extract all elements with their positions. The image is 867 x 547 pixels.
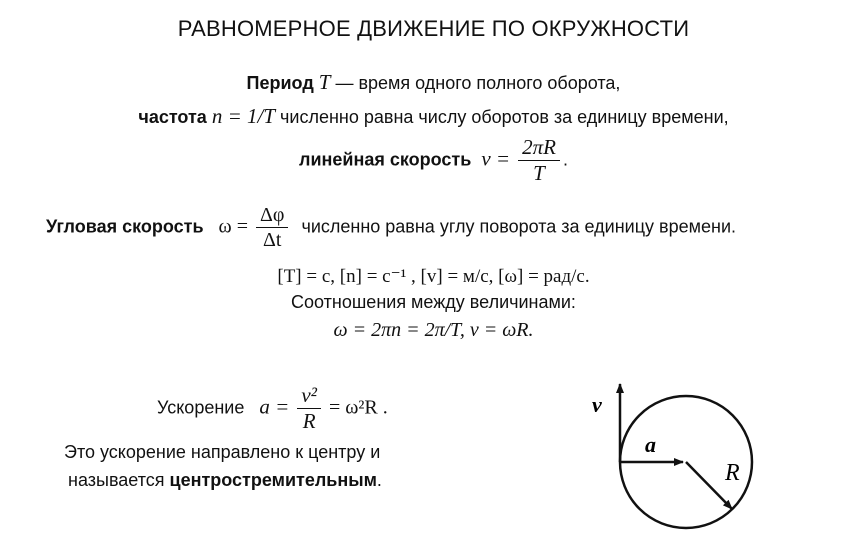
acceleration-denominator: R — [302, 409, 316, 434]
note-end: . — [376, 470, 382, 490]
frequency-text: численно равна числу оборотов за единицу времени, — [280, 107, 729, 127]
note-prefix: называется — [68, 470, 165, 490]
angular-speed-term: Угловая скорость — [46, 216, 204, 237]
linear-speed-numerator: 2πR — [518, 136, 560, 161]
period-symbol: T — [318, 70, 331, 94]
radius-label: R — [725, 460, 740, 486]
note-bold-term: центростремительным — [169, 470, 377, 490]
frequency-formula: n = 1/T — [211, 104, 276, 128]
period-term: Период — [246, 73, 314, 93]
linear-speed-denominator: T — [533, 161, 545, 186]
linear-speed-end: . — [562, 149, 568, 170]
angular-speed-lhs: ω = — [218, 215, 248, 238]
acceleration-numerator: v² — [297, 384, 321, 409]
velocity-label: v⃗ — [592, 392, 619, 417]
acceleration-lhs: a = — [259, 394, 290, 419]
linear-speed-term: линейная скорость — [299, 149, 472, 170]
period-text: — время одного полного оборота, — [335, 73, 621, 93]
relations-heading: Соотношения между величинами: — [291, 292, 576, 312]
angular-speed-numerator: Δφ — [256, 204, 288, 228]
angular-speed-denominator: Δt — [263, 229, 282, 251]
page-title: РАВНОМЕРНОЕ ДВИЖЕНИЕ ПО ОКРУЖНОСТИ — [177, 16, 690, 41]
units-line: [T] = с, [n] = с⁻¹ , [v] = м/с, [ω] = рад/с. — [277, 266, 590, 287]
acceleration-label: a⃗ — [645, 432, 674, 457]
linear-speed-lhs: v = — [481, 146, 511, 171]
acceleration-label: Ускорение — [157, 397, 245, 418]
angular-speed-text: численно равна углу поворота за единицу времени. — [301, 216, 737, 237]
relations-formula: ω = 2πn = 2π/T, v = ωR. — [333, 319, 534, 341]
frequency-term: частота — [138, 107, 207, 127]
note-line-1: Это ускорение направлено к центру и — [64, 442, 381, 462]
acceleration-rhs: = ω²R . — [328, 396, 388, 419]
